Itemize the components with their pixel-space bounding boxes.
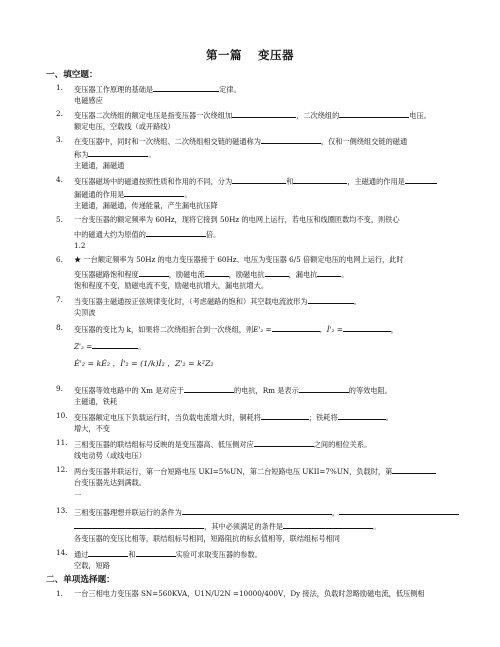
choice1-number: 1. [56,589,63,598]
q12-number: 12. [56,465,68,474]
q13-text-2: ，其中必须满足的条件是 。 [74,521,380,530]
q9-number: 9. [56,384,63,393]
q5-text: 一台变压器的额定频率为 60Hz，现将它接到 50Hz 的电网上运行，若电压和线圈匝数均不变，则铁心 [74,215,400,224]
q1-number: 1. [56,83,63,92]
q14-number: 14. [56,548,68,557]
q12-text-2: 台变压器先达到满载。 [74,478,146,487]
q3-number: 3. [56,135,63,144]
q5-number: 5. [56,215,63,224]
section-heading-choice: 二、单项选择题： [46,575,115,585]
q1-answer: 电磁感应 [74,96,103,105]
q10-number: 10. [56,411,68,420]
q3-text-2: 称为 。 [74,150,156,159]
q14-answer: 空载，短路 [74,561,110,570]
choice1-text: 一台三相电力变压器 SN=560KVA，U1N/U2N =10000/400V，Dy 接法，负载时忽略励磁电流，低压侧相 [74,589,425,598]
q14-text: 通过 和 实验可求取变压器的参数。 [74,550,262,559]
q2-answer: 额定电压，空载线（或开路线） [74,122,175,131]
title-name: 变压器 [258,48,294,62]
q13-text: 三相变压器理想并联运行的条件为 ， [74,507,459,516]
q13-number: 13. [56,506,68,515]
q10-text: 变压器额定电压下负载运行时，当负载电流增大时，铜耗将 ；铁耗将 。 [74,413,393,422]
q2-text: 变压器二次绕组的额定电压是指变压器一次绕组加 ，二次绕组的 电压。 [74,111,431,120]
q11-number: 11. [56,438,68,447]
q12-text: 两台变压器并联运行，第一台短路电压 UKI=5%UN，第二台短路电压 UKII=7%UN，负载时，第 [74,466,436,475]
q8-number: 8. [56,323,63,332]
q6-text: ★ 一台额定频率为 50Hz 的电力变压器接于 60Hz、电压为变压器 6/5 倍额定电压的电网上运行，此时 [74,255,404,264]
q4-text-2: 漏磁通的作用是 。 [74,190,192,199]
q7-number: 7. [56,295,63,304]
q11-answer: 线电动势（或线电压） [74,451,146,460]
q5-text-2: 中的磁通大约为原值的 倍。 [74,230,221,239]
q3-text: 在变压器中，同时和一次绕组、二次绕组相交链的磁通称为 ，仅和一侧绕组交链的磁通 [74,137,408,146]
q6-number: 6. [56,255,63,264]
q8-answer: Ė'₂ = kĖ₂ ，İ'₂ = (1/k)İ₂ ，Z'₂ = k²Z₂ [74,359,214,368]
q11-text: 三相变压器的联结组标号反映的是变压器高、低压侧对应 之间的相位关系。 [74,440,372,449]
q3-answer: 主磁通，漏磁通 [74,161,125,170]
q8-text: 变压器的变比为 k，如果将二次绕组折合到一次绕组，则E'₂ = ，İ'₂ = ， [74,325,398,334]
title-part: 第一篇 [206,48,242,62]
q10-answer: 增大，不变 [74,424,110,433]
q8-text-2: Z'₂ = 。 [74,342,146,351]
q4-number: 4. [56,175,63,184]
q7-text: 当变压器主磁通按正弦规律变化时，（考虑磁路的饱和）其空载电流波形为 。 [74,297,361,306]
q1-text: 变压器工作原理的基础是 定律。 [74,85,241,94]
section-heading-fill: 一、填空题： [46,70,98,80]
q13-answer: 各变压器的变压比相等，联结组标号相同，短路阻抗的标幺值相等，联结组标号相同 [74,534,340,543]
q9-answer: 主磁通，铁耗 [74,397,118,406]
q12-answer: 一 [74,491,82,500]
page-title [0,50,500,62]
q6-answer: 饱和程度不变，励磁电流不变，励磁电抗增大，漏电抗增大。 [74,281,269,290]
q6-text-2: 变压器磁路饱和程度 ，励磁电流 ，励磁电抗 ，漏电抗 。 [74,270,349,279]
q2-number: 2. [56,109,63,118]
q7-answer: 尖顶波 [74,308,96,317]
q9-text: 变压器等效电路中的 Xm 是对应于 的电抗，Rm 是表示 的等效电阻。 [74,386,392,395]
q4-answer: 主磁通，漏磁通，传递能量，产生漏电抗压降 [74,201,218,210]
q5-answer: 1.2 [74,241,86,250]
q4-text: 变压器磁场中的磁通按照性质和作用的不同，分为 和 ，主磁通的作用是 [74,176,437,185]
